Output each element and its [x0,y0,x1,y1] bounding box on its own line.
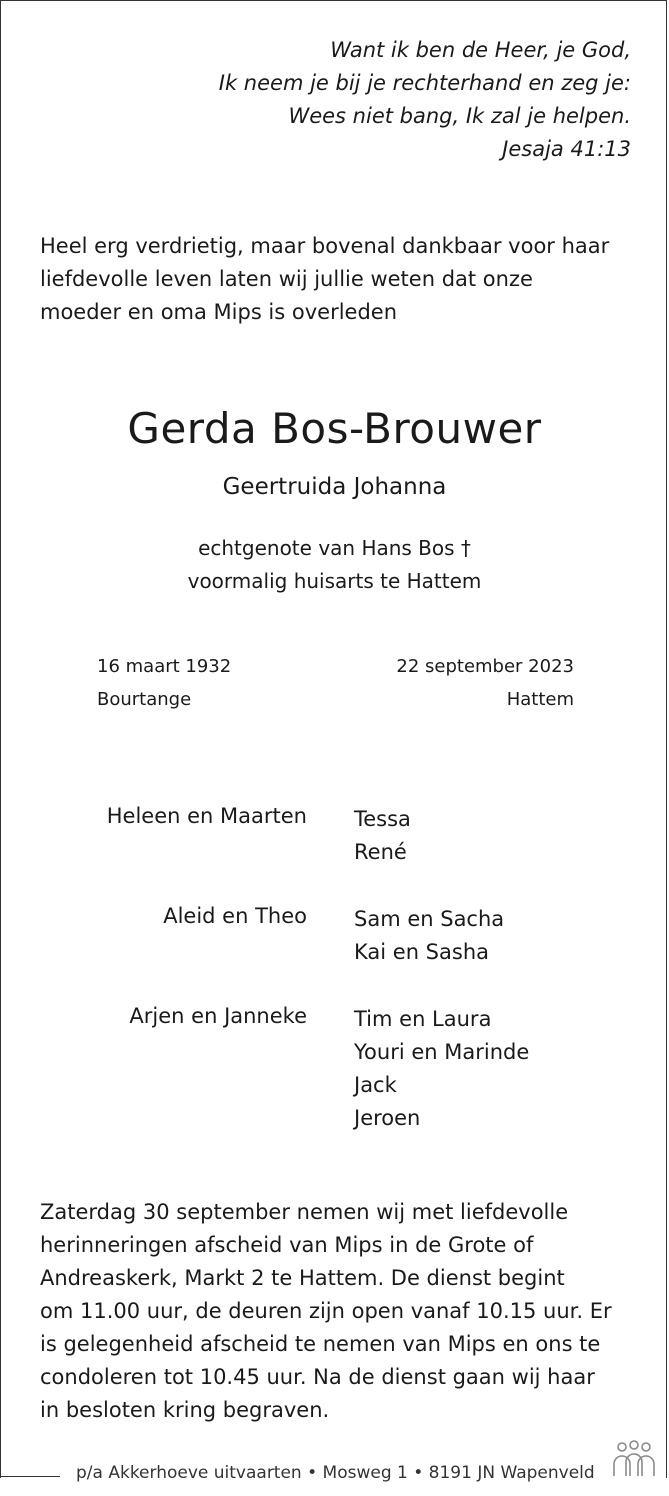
intro-line: liefdevolle leven laten wij jullie weten dat onze [40,267,533,291]
profession-line: voormalig huisarts te Hattem [187,569,482,593]
family-children [354,803,634,869]
family-children [354,1003,634,1135]
family-parents: Heleen en Maarten [106,804,307,828]
child-name: Jack [354,1073,397,1097]
people-group-icon [608,1440,660,1480]
child-name: Tessa [354,807,411,831]
service-line: herinneringen afscheid van Mips in de Grote of [40,1233,534,1257]
given-names: Geertruida Johanna [222,474,447,500]
family-children [354,903,634,969]
death-date: 22 september 2023 [396,656,574,677]
death-info [396,650,574,716]
spouse-info [0,532,669,598]
birth-place: Bourtange [97,689,192,710]
service-text [40,1196,640,1427]
child-name: Sam en Sacha [354,907,505,931]
verse-line: Wees niet bang, Ik zal je helpen. [288,104,631,128]
child-name: Youri en Marinde [354,1040,530,1064]
service-line: is gelegenheid afscheid te nemen van Mips en ons te [40,1332,601,1356]
verse-reference: Jesaja 41:13 [502,137,631,161]
service-line: in besloten kring begraven. [40,1398,330,1422]
child-name: Kai en Sasha [354,940,490,964]
child-name: Tim en Laura [354,1007,492,1031]
birth-info [97,650,231,716]
verse-line: Want ik ben de Heer, je God, [330,38,631,62]
family-parents: Arjen en Janneke [129,1004,307,1028]
service-line: om 11.00 uur, de deuren zijn open vanaf 10.15 uur. Er [40,1299,612,1323]
death-place: Hattem [506,689,574,710]
footer-divider [0,1476,60,1477]
service-line: Zaterdag 30 september nemen wij met liefdevolle [40,1200,569,1224]
family-parents: Aleid en Theo [163,904,307,928]
child-name: René [354,840,407,864]
deceased-name: Gerda Bos-Brouwer [127,404,542,453]
service-line: Andreaskerk, Markt 2 te Hattem. De dienst begint [40,1266,565,1290]
verse-line: Ik neem je bij je rechterhand en zeg je: [218,71,631,95]
service-line: condoleren tot 10.45 uur. Na de dienst gaan wij haar [40,1365,595,1389]
undertaker-address: p/a Akkerhoeve uitvaarten • Mosweg 1 • 8191 JN Wapenveld [76,1463,595,1483]
birth-date: 16 maart 1932 [97,656,232,677]
intro-text [40,230,630,329]
child-name: Jeroen [354,1106,421,1130]
bible-verse [219,34,631,166]
intro-line: moeder en oma Mips is overleden [40,300,398,324]
spouse-line: echtgenote van Hans Bos † [198,536,471,560]
intro-line: Heel erg verdrietig, maar bovenal dankbaar voor haar [40,234,610,258]
